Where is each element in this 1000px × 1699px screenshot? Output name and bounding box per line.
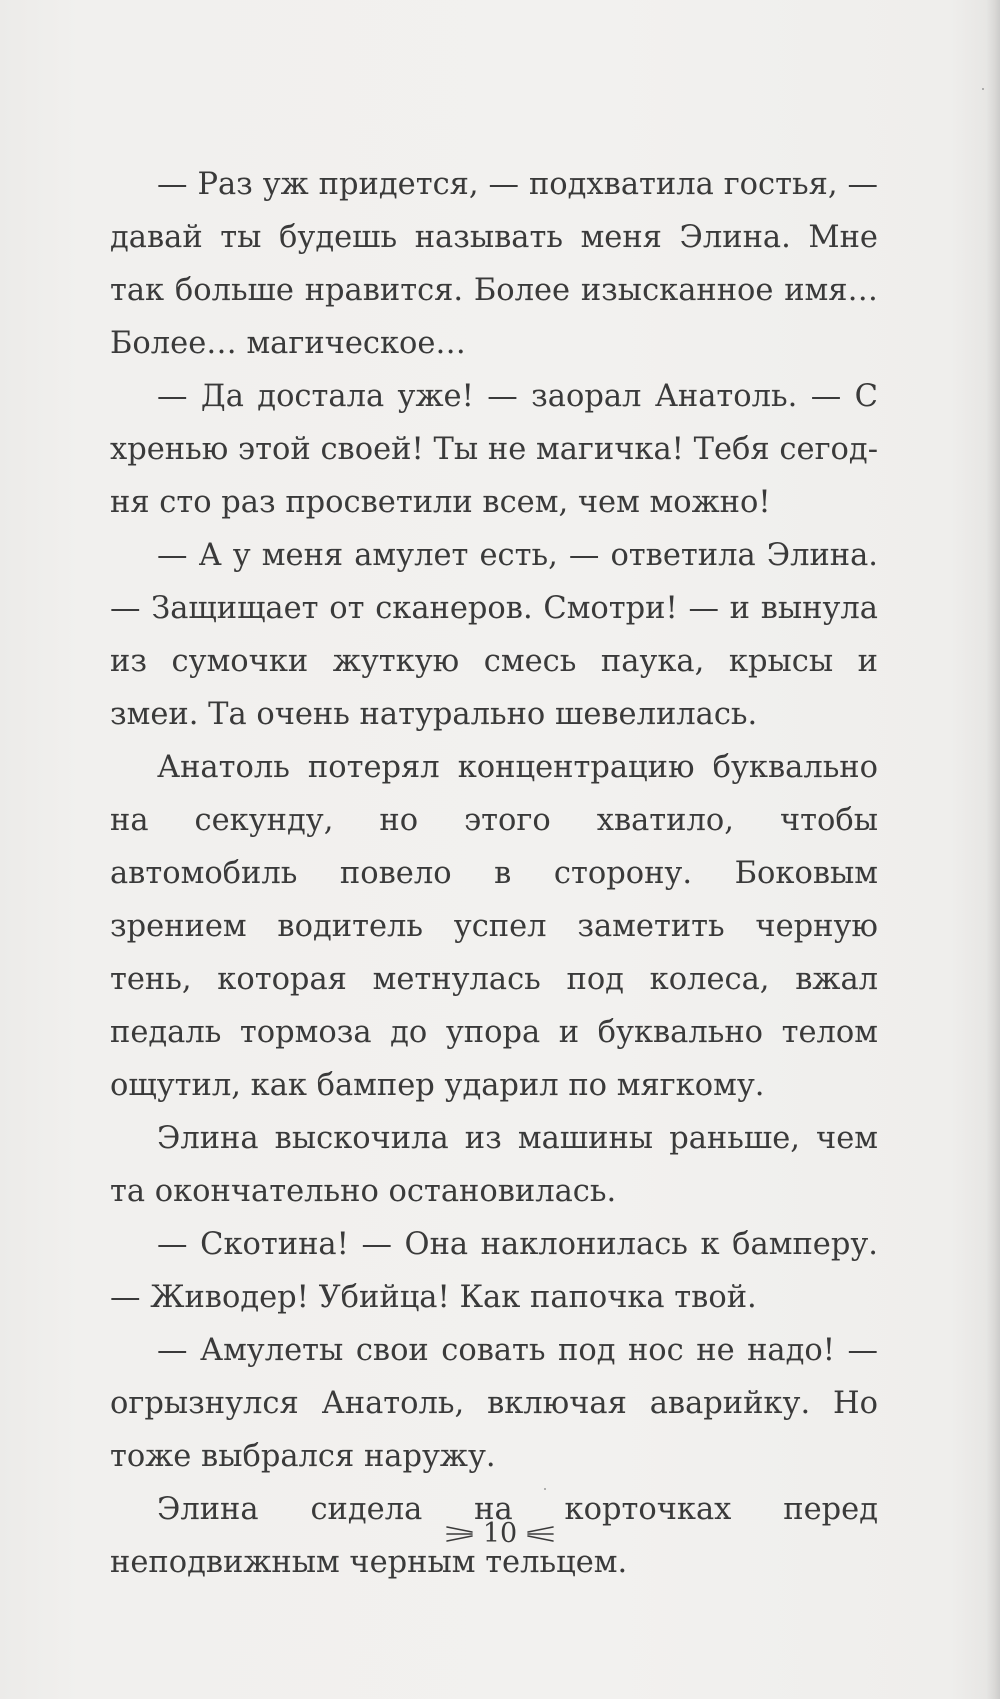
page-footer: [0, 1518, 1000, 1549]
paper-speck: [544, 1488, 546, 1490]
paragraph-7: — Амулеты свои совать под нос не надо! — огрызнулся Анатоль, включая аварийку. Но тоже выбрался наружу.: [110, 1333, 878, 1474]
chevron-lines-left-icon: [525, 1522, 555, 1546]
paragraph-3: — А у меня амулет есть, — ответила Элина. — Защищает от сканеров. Смотри! — и вынула из сумочки жуткую смесь паука, крысы и змеи. Та очень натурально шевелилась.: [110, 538, 878, 732]
paragraph-4: Анатоль потерял концентрацию буквально на секунду, но этого хватило, чтобы автомобиль повело в сторону. Боковым зрением водитель успел заметить черную тень, которая метнулась под колеса, вжал педаль тормоза до упора и буквально телом ощутил, как бампер ударил по мягкому.: [110, 750, 878, 1103]
page-edge-shadow: [986, 0, 1000, 1699]
paragraph-2: — Да достала уже! — заорал Анатоль. — С хренью этой своей! Ты не магичка! Тебя сегодня сто раз просветили всем, чем можно!: [110, 379, 878, 520]
paragraph-5: Элина выскочила из машины раньше, чем та окончательно остановилась.: [110, 1121, 878, 1209]
paragraph-8: Элина сидела на корточках перед неподвижным черным тельцем.: [110, 1492, 878, 1580]
paragraph-6: — Скотина! — Она наклонилась к бамперу. — Живодер! Убийца! Как папочка твой.: [110, 1227, 878, 1315]
page-number: 10: [482, 1518, 518, 1549]
chevron-lines-right-icon: [445, 1522, 475, 1546]
paper-speck: [982, 88, 984, 90]
paragraph-1: — Раз уж придется, — подхватила гостья, — давай ты будешь называть меня Элина. Мне так больше нравится. Более изысканное имя… Более… магическое…: [110, 167, 878, 361]
body-text: [110, 158, 878, 1589]
